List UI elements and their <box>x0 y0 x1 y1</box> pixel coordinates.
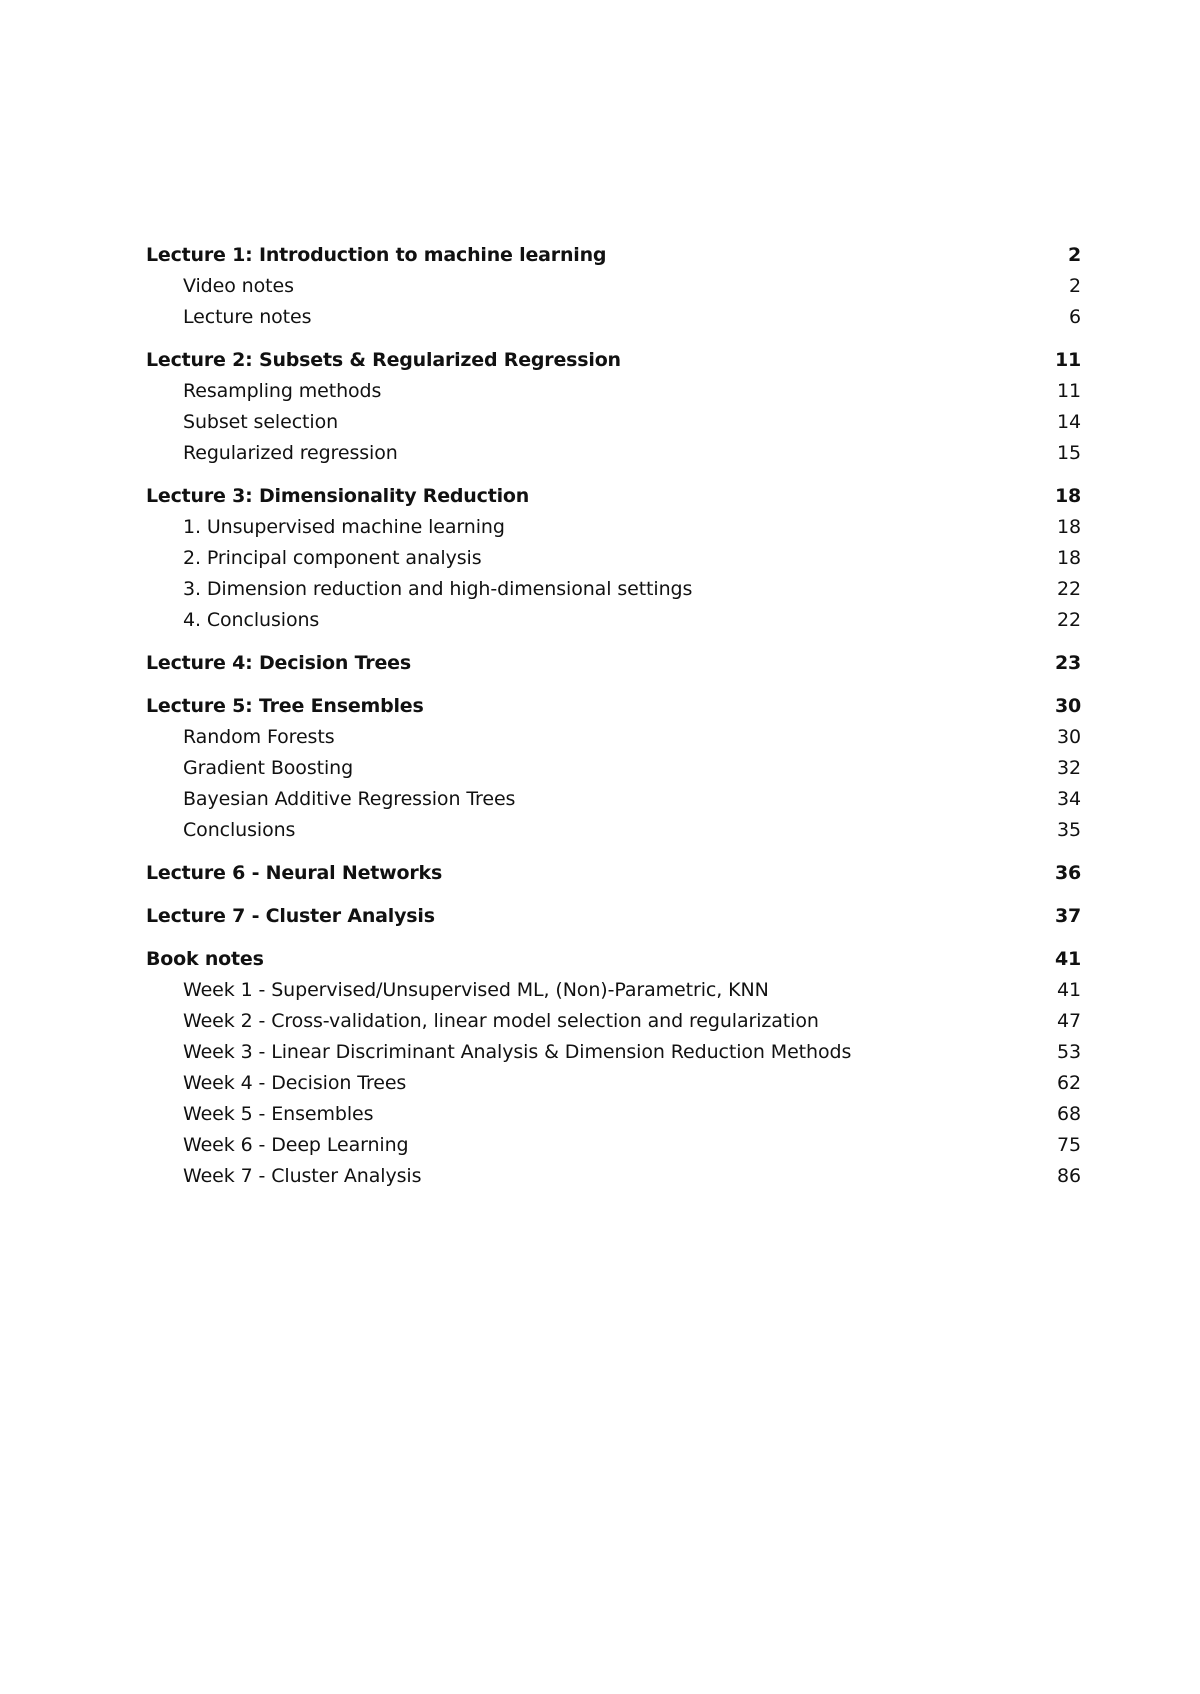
toc-subentry-page-number: 18 <box>1057 516 1081 538</box>
toc-subentry-title: Regularized regression <box>183 442 398 464</box>
toc-heading-title: Book notes <box>146 948 264 970</box>
toc-subentry[interactable] <box>146 438 1081 469</box>
toc-subentry-page-number: 11 <box>1057 380 1081 402</box>
toc-subentry-page-number: 62 <box>1057 1072 1081 1094</box>
toc-subentry[interactable] <box>146 271 1081 302</box>
toc-heading-page-number: 23 <box>1054 652 1081 674</box>
toc-subentry-title: Video notes <box>183 275 294 297</box>
toc-subentry[interactable] <box>146 376 1081 407</box>
toc-subentry-title: Lecture notes <box>183 306 312 328</box>
toc-heading-page-number: 37 <box>1054 905 1081 927</box>
toc-subentry[interactable] <box>146 302 1081 333</box>
toc-heading-title: Lecture 5: Tree Ensembles <box>146 695 424 717</box>
toc-section <box>146 858 1081 889</box>
toc-subentry[interactable] <box>146 1130 1081 1161</box>
toc-subentry-page-number: 35 <box>1057 819 1081 841</box>
toc-subentry[interactable] <box>146 543 1081 574</box>
toc-subentry-title: Week 1 - Supervised/Unsupervised ML, (Non)-Parametric, KNN <box>183 979 769 1001</box>
toc-subentry-page-number: 30 <box>1057 726 1081 748</box>
toc-subentry-page-number: 47 <box>1057 1010 1081 1032</box>
toc-section <box>146 901 1081 932</box>
toc-heading-title: Lecture 2: Subsets & Regularized Regression <box>146 349 621 371</box>
toc-subentry-page-number: 22 <box>1057 578 1081 600</box>
toc-subentry-page-number: 86 <box>1057 1165 1081 1187</box>
toc-section <box>146 481 1081 636</box>
toc-subentry-page-number: 41 <box>1057 979 1081 1001</box>
toc-subentry-title: Week 7 - Cluster Analysis <box>183 1165 422 1187</box>
toc-subentry-page-number: 32 <box>1057 757 1081 779</box>
toc-subentry[interactable] <box>146 1161 1081 1192</box>
toc-subentry-title: Resampling methods <box>183 380 382 402</box>
toc-subentry-title: Random Forests <box>183 726 335 748</box>
toc-heading-title: Lecture 6 - Neural Networks <box>146 862 443 884</box>
table-of-contents <box>146 240 1081 1204</box>
toc-subentry-title: Week 5 - Ensembles <box>183 1103 374 1125</box>
toc-subentry-page-number: 68 <box>1057 1103 1081 1125</box>
toc-subentry[interactable] <box>146 407 1081 438</box>
toc-heading-entry[interactable] <box>146 691 1081 722</box>
toc-subentry-title: Gradient Boosting <box>183 757 354 779</box>
toc-section <box>146 691 1081 846</box>
toc-subentry-page-number: 53 <box>1057 1041 1081 1063</box>
toc-subentry-page-number: 15 <box>1057 442 1081 464</box>
toc-heading-title: Lecture 7 - Cluster Analysis <box>146 905 435 927</box>
toc-subentry[interactable] <box>146 1037 1081 1068</box>
toc-heading-entry[interactable] <box>146 345 1081 376</box>
toc-heading-page-number: 41 <box>1054 948 1081 970</box>
toc-subentry-title: Conclusions <box>183 819 296 841</box>
toc-subentry[interactable] <box>146 605 1081 636</box>
toc-heading-entry[interactable] <box>146 648 1081 679</box>
toc-subentry-page-number: 14 <box>1057 411 1081 433</box>
toc-subentry-title: 2. Principal component analysis <box>183 547 482 569</box>
toc-heading-page-number: 11 <box>1054 349 1081 371</box>
toc-subentry[interactable] <box>146 1099 1081 1130</box>
toc-subentry-page-number: 18 <box>1057 547 1081 569</box>
toc-subentry-title: 4. Conclusions <box>183 609 320 631</box>
toc-subentry[interactable] <box>146 784 1081 815</box>
toc-section <box>146 345 1081 469</box>
toc-heading-page-number: 30 <box>1054 695 1081 717</box>
toc-heading-page-number: 36 <box>1054 862 1081 884</box>
toc-heading-title: Lecture 1: Introduction to machine learning <box>146 244 607 266</box>
toc-subentry-title: Week 2 - Cross-validation, linear model selection and regularization <box>183 1010 819 1032</box>
toc-subentry[interactable] <box>146 975 1081 1006</box>
toc-subentry-title: 1. Unsupervised machine learning <box>183 516 505 538</box>
toc-section <box>146 240 1081 333</box>
toc-heading-page-number: 2 <box>1067 244 1081 266</box>
toc-heading-entry[interactable] <box>146 240 1081 271</box>
toc-section <box>146 648 1081 679</box>
toc-heading-title: Lecture 4: Decision Trees <box>146 652 411 674</box>
toc-heading-entry[interactable] <box>146 901 1081 932</box>
toc-subentry-title: Subset selection <box>183 411 339 433</box>
toc-subentry-title: Week 3 - Linear Discriminant Analysis & Dimension Reduction Methods <box>183 1041 852 1063</box>
toc-subentry-title: Week 6 - Deep Learning <box>183 1134 409 1156</box>
toc-heading-page-number: 18 <box>1054 485 1081 507</box>
toc-subentry-page-number: 75 <box>1057 1134 1081 1156</box>
toc-heading-entry[interactable] <box>146 858 1081 889</box>
toc-subentry[interactable] <box>146 512 1081 543</box>
toc-subentry-page-number: 2 <box>1069 275 1081 297</box>
toc-subentry[interactable] <box>146 1068 1081 1099</box>
toc-subentry-title: Week 4 - Decision Trees <box>183 1072 407 1094</box>
toc-heading-entry[interactable] <box>146 481 1081 512</box>
toc-subentry-title: 3. Dimension reduction and high-dimensional settings <box>183 578 693 600</box>
toc-subentry[interactable] <box>146 753 1081 784</box>
toc-subentry-page-number: 6 <box>1069 306 1081 328</box>
toc-subentry-page-number: 34 <box>1057 788 1081 810</box>
toc-heading-entry[interactable] <box>146 944 1081 975</box>
toc-subentry[interactable] <box>146 722 1081 753</box>
toc-heading-title: Lecture 3: Dimensionality Reduction <box>146 485 530 507</box>
toc-subentry[interactable] <box>146 1006 1081 1037</box>
toc-subentry[interactable] <box>146 574 1081 605</box>
toc-subentry-title: Bayesian Additive Regression Trees <box>183 788 516 810</box>
toc-subentry[interactable] <box>146 815 1081 846</box>
toc-subentry-page-number: 22 <box>1057 609 1081 631</box>
toc-section <box>146 944 1081 1192</box>
